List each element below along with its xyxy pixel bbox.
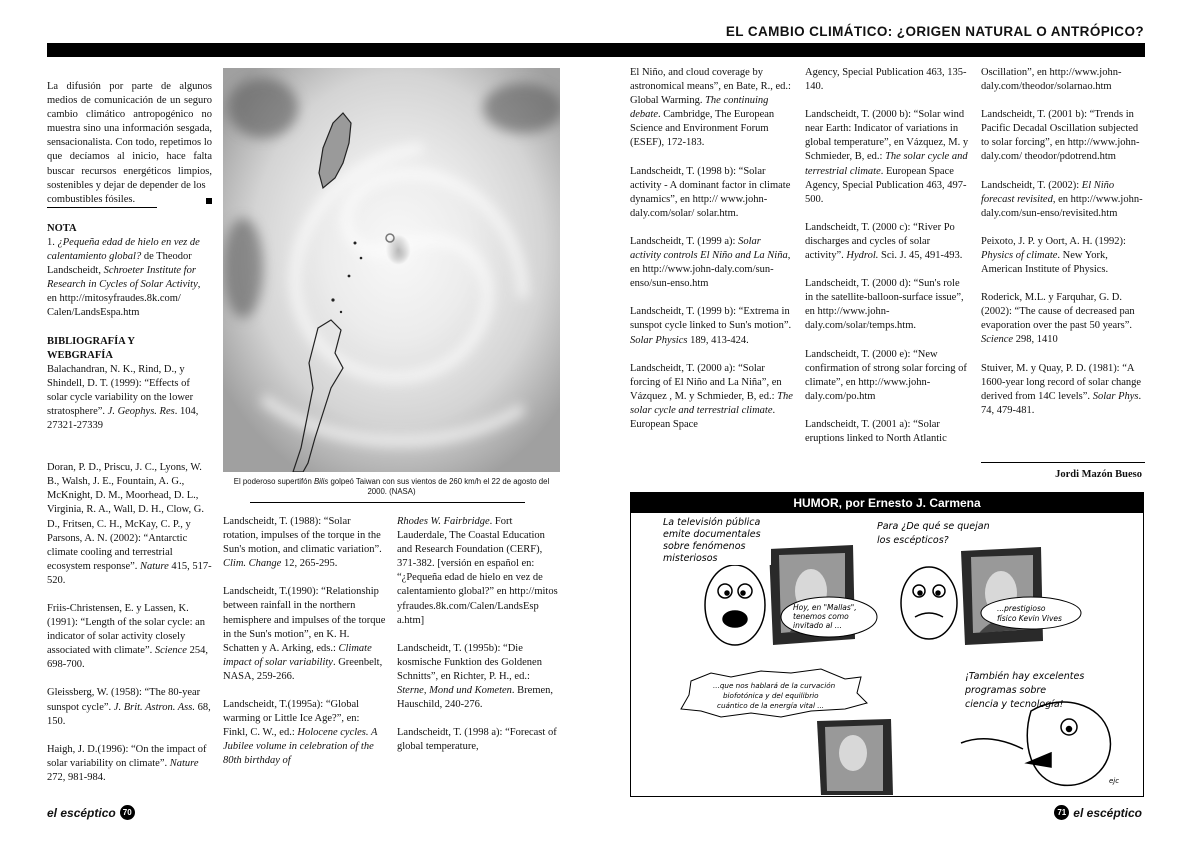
footer-left bbox=[47, 805, 135, 820]
tv-bottom bbox=[817, 719, 893, 795]
typhoon-satellite-photo bbox=[223, 68, 560, 472]
svg-text:sobre fenómenos: sobre fenómenos bbox=[663, 541, 746, 552]
egg-character-right bbox=[901, 567, 957, 639]
ref-landscheidt-2000a-cont: Agency, Special Publication 463, 135-140. bbox=[805, 67, 967, 93]
ref-landscheidt-2002: Landscheidt, T. (2002): El Niño forecast revisited, en http://www.john-daly.com/sun-enso/revisited.htm bbox=[981, 179, 1143, 219]
svg-text:programas sobre: programas sobre bbox=[965, 685, 1047, 696]
page-header-title: EL CAMBIO CLIMÁTICO: ¿ORIGEN NATURAL O ANTRÓPICO? bbox=[725, 24, 1144, 39]
ref-landscheidt-2000a: Landscheidt, T. (2000 a): “Solar forcing of El Niño and La Niña”, en Vázquez , M. y Schmieder, B, ed.: The solar cycle and terrestrial climate. European Space bbox=[630, 362, 793, 430]
ref-haigh: Haigh, J. D.(1996): “On the impact of solar variability on climate”. Nature 272, 981-984. bbox=[47, 743, 207, 783]
speech-bubble-3 bbox=[781, 597, 877, 637]
egg-character-left bbox=[705, 565, 765, 645]
page-number-left: 70 bbox=[120, 805, 135, 820]
artist-signature: ejc bbox=[1109, 777, 1120, 785]
humor-box bbox=[630, 492, 1144, 797]
speech-bubble-2 bbox=[877, 521, 990, 546]
page-number-right: 71 bbox=[1054, 805, 1069, 820]
ref-landscheidt-1998a: Landscheidt, T. (1998 a): “Forecast of global temperature, bbox=[397, 727, 557, 753]
ref-landscheidt-2000b: Landscheidt, T. (2000 b): “Solar wind near Earth: Indicator of variations in global temperature”, en Vázquez, M. y Schmieder, B, ed.: The solar cycle and terrestrial climate. European Space Agency, Special Publication 463, 497-500. bbox=[805, 109, 969, 205]
ref-landscheidt-2000c: Landscheidt, T. (2000 c): “River Po discharges and cycles of solar activity”. Hydrol. Sci. J. 45, 491-493. bbox=[805, 221, 963, 262]
ref-peixoto: Peixoto, J. P. y Oort, A. H. (1992): Physics of climate. New York, American Institute of Physics. bbox=[981, 235, 1126, 276]
svg-text:los escépticos?: los escépticos? bbox=[877, 535, 949, 546]
column-3 bbox=[397, 515, 560, 768]
intro-paragraph: La difusión por parte de algunos medios de comunicación de un seguro cambio climático antropogénico no muestra sino una información sesgada, sensacionalista. Con todo, repetimos lo que decíamos al inicio, hace falta buscar recursos energéticos limpios, sostenibles y dejar de depender de los bbox=[47, 81, 212, 191]
ref-stuiver: Stuiver, M. y Quay, P. D. (1981): “A 1600-year long record of solar change derived from 14C levels”. Solar Phys. 74, 479-481. bbox=[981, 362, 1142, 416]
photo-caption: El poderoso supertifón Bilis golpeó Taiwan con sus vientos de 260 km/h el 22 de agosto del 2000. (NASA) bbox=[233, 477, 550, 496]
footer-magazine-name: el escéptico bbox=[47, 805, 116, 820]
ref-landscheidt-1988: Landscheidt, T. (1988): “Solar rotation, impulses of the torque in the Sun's motion, and climatic variation”. Clim. Change 12, 265-295. bbox=[223, 516, 382, 570]
svg-text:...que nos hablará de la curva: ...que nos hablará de la curvación bbox=[713, 681, 836, 690]
speech-bubble-1 bbox=[659, 517, 771, 565]
svg-text:emite documentales: emite documentales bbox=[663, 529, 761, 540]
ref-doran: Doran, P. D., Priscu, J. C., Lyons, W. B., Walsh, J. E., Fountain, A. G., McKnight, D. M., Moorhead, D. L., Virginia, R. A., Wall, D. H., Clow, G. D., Fritsen, C. H., McKay, C. P., y Parsons, A. N. (2002): “Antarctic climate cooling and terrestrial ecosystem response”. Nature 415, 517-520. bbox=[47, 462, 212, 586]
column-4 bbox=[630, 66, 794, 446]
svg-text:invitado al ...: invitado al ... bbox=[793, 621, 842, 630]
footer-right bbox=[1054, 805, 1142, 820]
svg-text:cuántico de la energía vital .: cuántico de la energía vital ... bbox=[717, 701, 825, 710]
speech-bubble-4 bbox=[981, 597, 1081, 629]
ref-landscheidt-1998b: Landscheidt, T. (1998 b): “Solar activity - A dominant factor in climate dynamics”, en http:// www.john-daly.com/solar/ solar.htm. bbox=[630, 165, 791, 219]
svg-text:La televisión pública: La televisión pública bbox=[663, 517, 761, 528]
ref-landscheidt-2000d: Landscheidt, T. (2000 d): “Sun's role in the satellite-balloon-surface issue”, en http://www.john-daly.com/solar/temps.htm. bbox=[805, 278, 964, 332]
comic-strip bbox=[631, 513, 1143, 797]
ref-gleissberg: Gleissberg, W. (1958): “The 80-year sunspot cycle”. J. Brit. Astron. Ass. 68, 150. bbox=[47, 687, 211, 727]
tv-top-right bbox=[961, 547, 1043, 645]
svg-text:Para ¿De qué se quejan: Para ¿De qué se quejan bbox=[877, 521, 990, 532]
author-rule bbox=[981, 462, 1145, 463]
nota-text: 1. ¿Pequeña edad de hielo en vez de calentamiento global? de Theodor Landscheidt, Schroeter Institute for Research in Cycles of Solar Activity, en http://mitosyfraudes.8k.com/ Calen/LandsEspa.htm bbox=[47, 236, 201, 319]
column-2 bbox=[223, 515, 386, 783]
speech-bubble-5 bbox=[681, 669, 867, 717]
ref-landscheidt-2000e: Landscheidt, T. (2000 e): “New confirmation of strong solar forcing of climate”, en http://www.john-daly.com/po.htm bbox=[805, 348, 967, 402]
end-of-article-mark bbox=[206, 198, 212, 204]
ref-landscheidt-1995a: Landscheidt, T.(1995a): “Global warming or Little Ice Age?”, en: Finkl, C. W., ed.: Holocene cycles. A Jubilee volume in celebration of the 80th birthday of bbox=[223, 699, 378, 767]
ref-landscheidt-2001a: Landscheidt, T. (2001 a): “Solar eruptions linked to North Atlantic bbox=[805, 418, 947, 444]
ref-balachandran: Balachandran, N. K., Rind, D., y Shindell, D. T. (1999): “Effects of solar cycle variability on the lower stratosphere”. J. Geophys. Res. 104, 27321-27339 bbox=[47, 363, 199, 432]
svg-text:¡También hay excelentes: ¡También hay excelentes bbox=[965, 671, 1085, 682]
footer-magazine-name-right: el escéptico bbox=[1073, 805, 1142, 820]
caption-rule bbox=[250, 502, 525, 503]
ref-landscheidt-1995a-cont: Rhodes W. Fairbridge. Fort Lauderdale, The Coastal Education and Research Foundation (CERF), 371-382. [versión en español en: “¿Pequeña edad de hielo en vez de calentamiento global?” en http://mitos yfraudes.8k.com/Calen/LandsEsp a.htm] bbox=[397, 516, 558, 626]
ref-landscheidt-2001a-cont: Oscillation”, en http://www.john-daly.com/theodor/solarnao.htm bbox=[981, 67, 1122, 93]
svg-text:biofotónica y del equilibrio: biofotónica y del equilibrio bbox=[723, 691, 819, 700]
ref-landscheidt-1995b: Landscheidt, T. (1995b): “Die kosmische Funktion des Goldenen Schnitts”, en Richter, P. H., ed.: Sterne, Mond und Kometen. Bremen, Hauschild, 240-276. bbox=[397, 642, 554, 711]
svg-text:físico Kevin Vives: físico Kevin Vives bbox=[997, 614, 1062, 623]
column-6 bbox=[981, 66, 1145, 432]
column-5 bbox=[805, 66, 969, 460]
ref-landscheidt-1998a-cont: El Niño, and cloud coverage by astronomical means”, en Bate, R., ed.: Global Warming. The continuing debate. Cambridge, The European Science and Environment Forum (ESEF), 172-183. bbox=[630, 67, 791, 149]
nota-heading: NOTA bbox=[47, 222, 77, 234]
ref-roderick: Roderick, M.L. y Farquhar, G. D. (2002): “The cause of decreased pan evaporation over the past 50 years”. Science 298, 1410 bbox=[981, 292, 1135, 346]
header-bar bbox=[47, 43, 1145, 57]
author-name: Jordi Mazón Bueso bbox=[1055, 469, 1142, 480]
ref-landscheidt-1999b: Landscheidt, T. (1999 b): “Extrema in sunspot cycle linked to Sun's motion”. Solar Physics 189, 413-424. bbox=[630, 306, 792, 346]
svg-text:ciencia y tecnología!: ciencia y tecnología! bbox=[965, 699, 1064, 710]
bibliography-heading: BIBLIOGRAFÍA Y WEBGRAFÍA bbox=[47, 335, 136, 361]
ref-friis: Friis-Christensen, E. y Lassen, K. (1991): “Length of the solar cycle: an indicator of solar activity closely associated with climate”. Science 254, 698-700. bbox=[47, 603, 208, 671]
svg-text:misteriosos: misteriosos bbox=[663, 553, 718, 564]
column-1 bbox=[47, 80, 212, 799]
ref-landscheidt-1999a: Landscheidt, T. (1999 a): Solar activity controls El Niño and La Niña, en http://www.john-daly.com/sun-enso/sun-enso.htm bbox=[630, 235, 791, 290]
intro-tail: combustibles fósiles. bbox=[47, 193, 157, 208]
shouting-character bbox=[961, 702, 1110, 785]
ref-landscheidt-2001b: Landscheidt, T. (2001 b): “Trends in Pacific Decadal Oscillation subjected to solar forcing”, en http://www.john-daly.com/ theodor/pdotrend.htm bbox=[981, 109, 1140, 163]
svg-text:Hoy, en "Mallas",: Hoy, en "Mallas", bbox=[793, 603, 857, 612]
svg-text:tenemos como: tenemos como bbox=[793, 612, 849, 621]
ref-landscheidt-1990: Landscheidt, T.(1990): “Relationship between rainfall in the northern hemisphere and impulses of the torque in the Sun's motion”, en K. H. Schatten y A. Arking, eds.: Climate impact of solar variability. Greenbelt, NASA, 259-266. bbox=[223, 586, 386, 682]
humor-title: HUMOR, por Ernesto J. Carmena bbox=[631, 493, 1143, 513]
svg-text:...prestigioso: ...prestigioso bbox=[997, 604, 1046, 613]
